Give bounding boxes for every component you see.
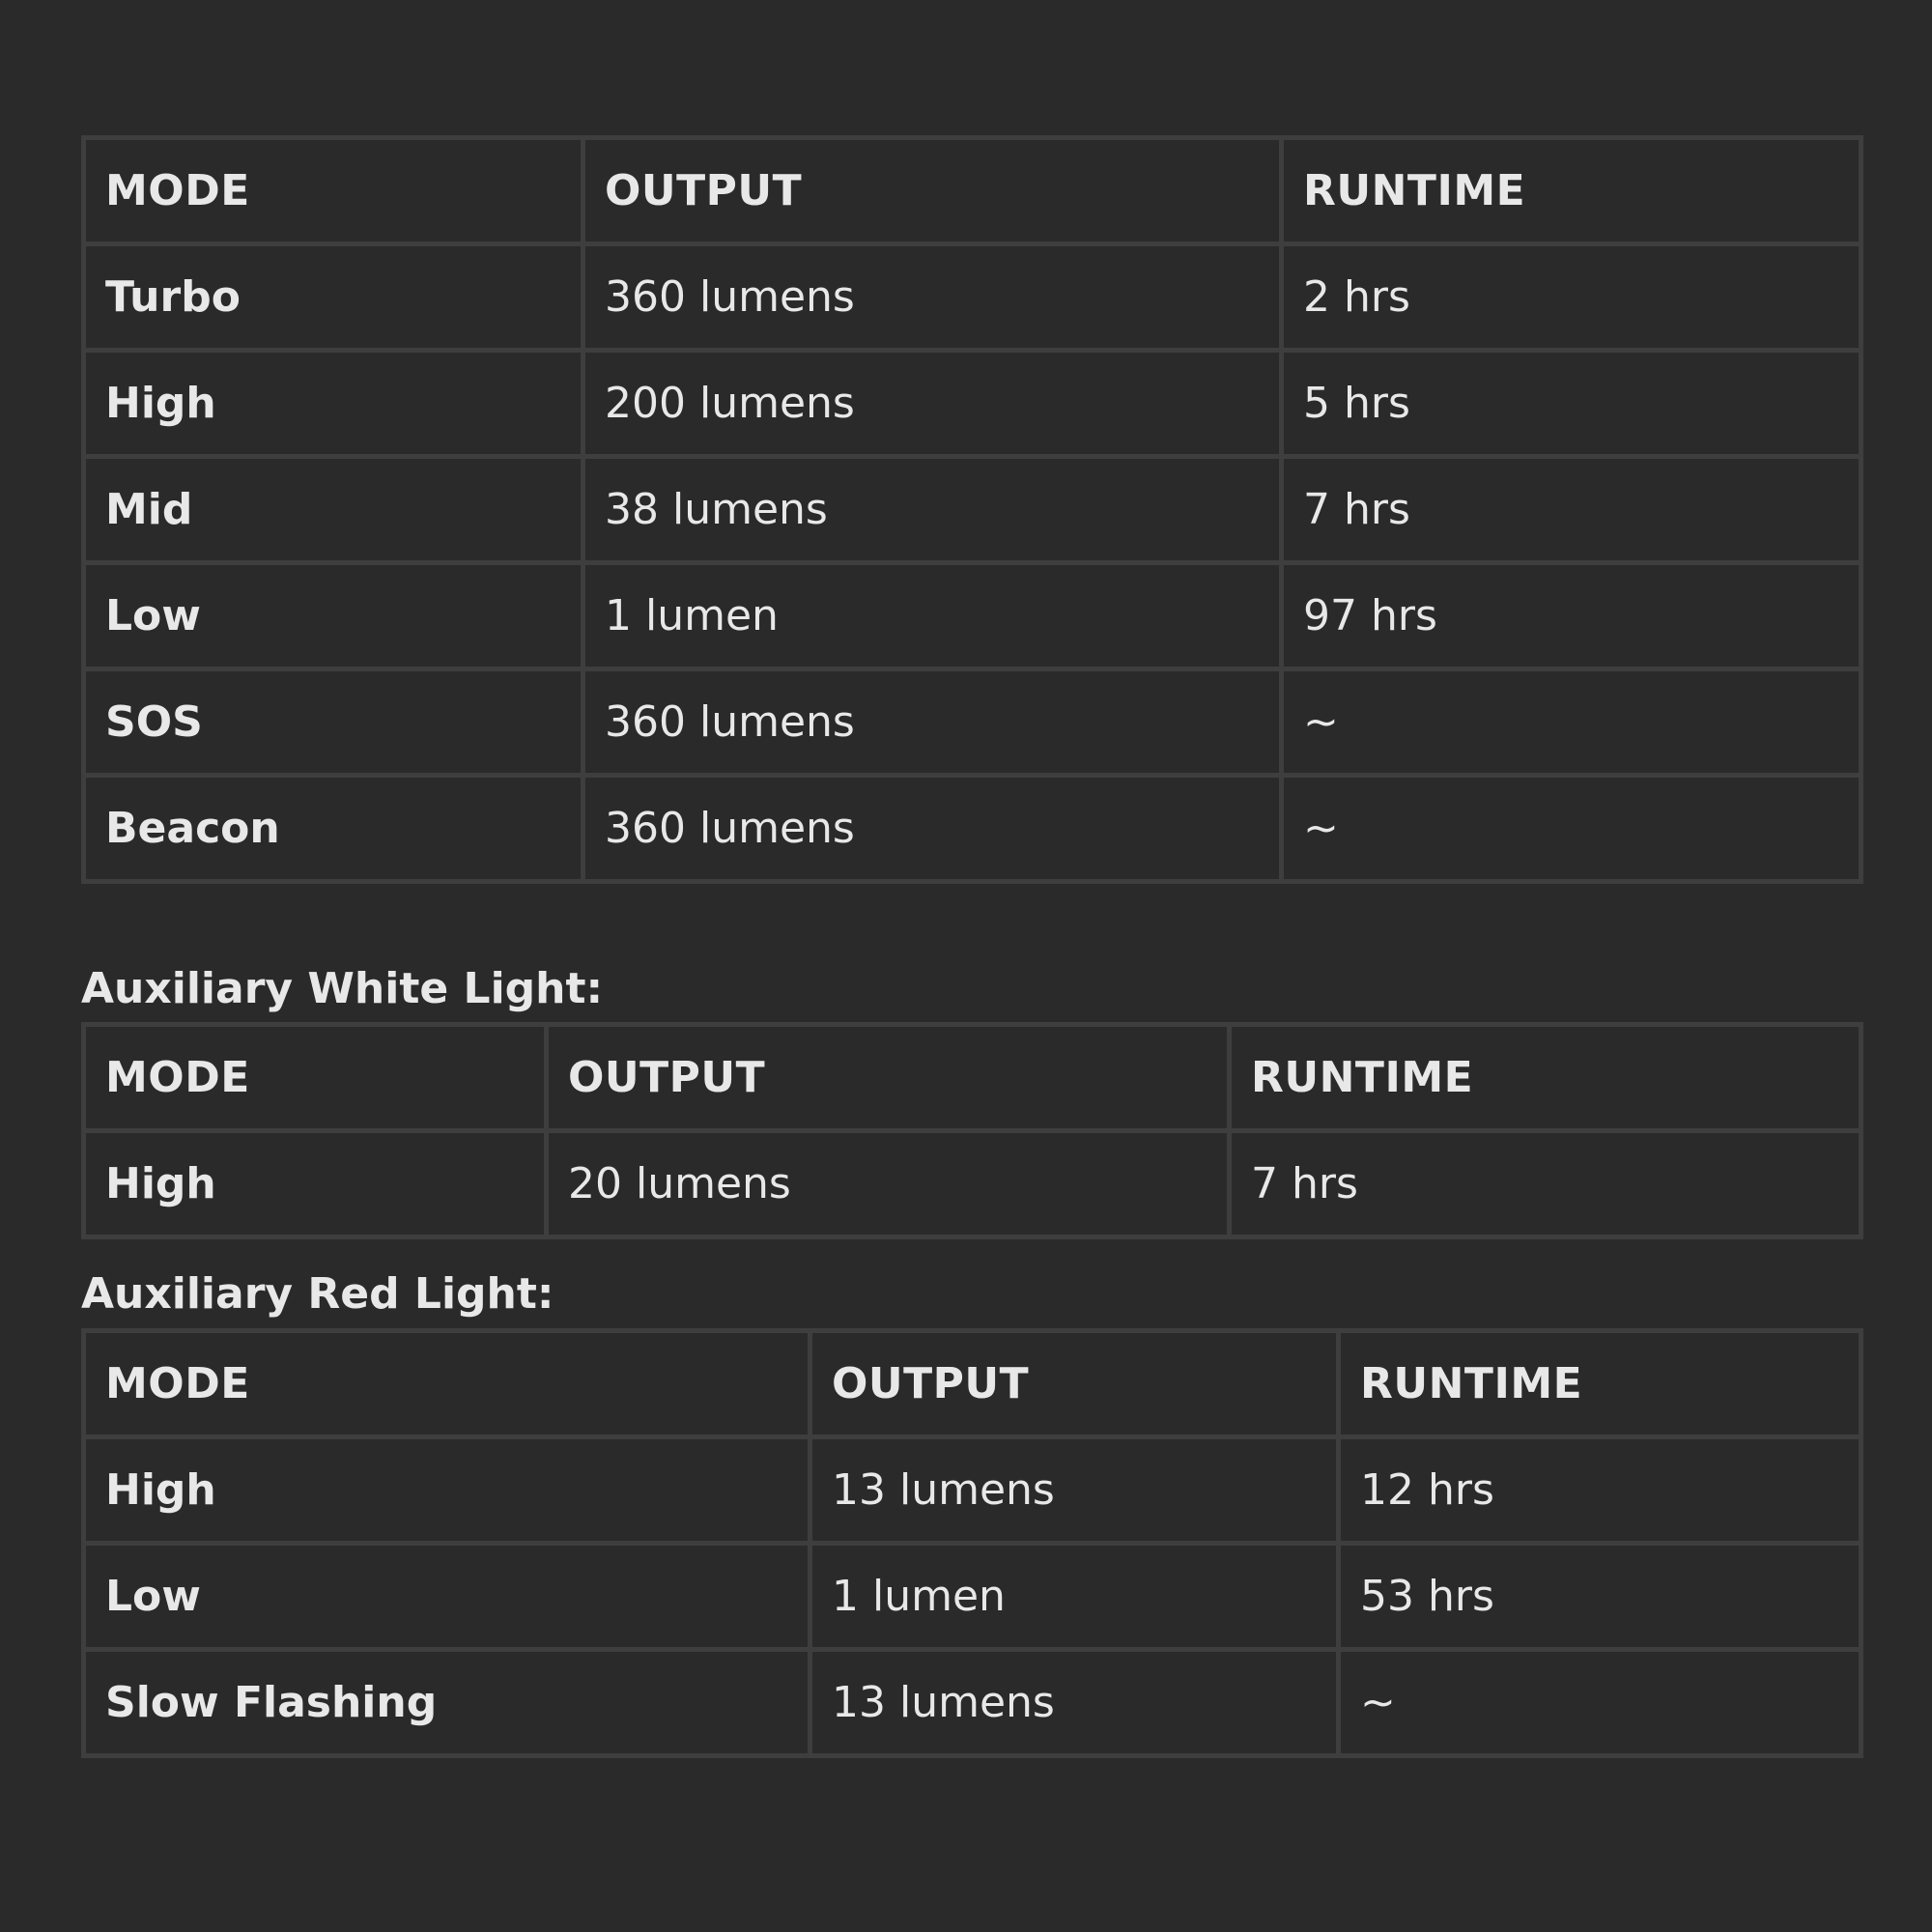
table-row (84, 1437, 1861, 1544)
header-output: OUTPUT (547, 1025, 1230, 1131)
output-cell: 360 lumens (583, 244, 1282, 351)
table-row (84, 1650, 1861, 1756)
runtime-cell: 2 hrs (1282, 244, 1861, 351)
runtime-cell: 7 hrs (1282, 457, 1861, 563)
mode-cell: Beacon (84, 776, 583, 882)
table-row (84, 563, 1861, 669)
header-runtime: RUNTIME (1339, 1331, 1861, 1437)
header-output: OUTPUT (583, 138, 1282, 244)
auxiliary-white-light-table (81, 1022, 1863, 1239)
mode-cell: SOS (84, 669, 583, 776)
output-cell: 38 lumens (583, 457, 1282, 563)
mode-cell: High (84, 1131, 547, 1237)
output-cell: 13 lumens (810, 1437, 1339, 1544)
table-header-row (84, 1025, 1861, 1131)
output-cell: 360 lumens (583, 669, 1282, 776)
table-row (84, 669, 1861, 776)
table-header-row (84, 1331, 1861, 1437)
mode-cell: Mid (84, 457, 583, 563)
runtime-cell: ~ (1282, 669, 1861, 776)
header-runtime: RUNTIME (1282, 138, 1861, 244)
mode-cell: Low (84, 1544, 810, 1650)
main-light-table (81, 135, 1863, 884)
table-row (84, 776, 1861, 882)
runtime-cell: 97 hrs (1282, 563, 1861, 669)
table-row (84, 457, 1861, 563)
output-cell: 1 lumen (583, 563, 1282, 669)
mode-cell: High (84, 351, 583, 457)
mode-cell: High (84, 1437, 810, 1544)
table-row (84, 351, 1861, 457)
runtime-cell: 5 hrs (1282, 351, 1861, 457)
output-cell: 360 lumens (583, 776, 1282, 882)
auxiliary-red-light-heading: Auxiliary Red Light: (81, 1269, 554, 1319)
header-mode: MODE (84, 138, 583, 244)
output-cell: 200 lumens (583, 351, 1282, 457)
output-cell: 20 lumens (547, 1131, 1230, 1237)
auxiliary-red-light-table (81, 1328, 1863, 1758)
header-mode: MODE (84, 1331, 810, 1437)
runtime-cell: 12 hrs (1339, 1437, 1861, 1544)
table-row (84, 1131, 1861, 1237)
output-cell: 13 lumens (810, 1650, 1339, 1756)
mode-cell: Low (84, 563, 583, 669)
table-header-row (84, 138, 1861, 244)
mode-cell: Slow Flashing (84, 1650, 810, 1756)
output-cell: 1 lumen (810, 1544, 1339, 1650)
table-row (84, 1544, 1861, 1650)
auxiliary-white-light-heading: Auxiliary White Light: (81, 964, 604, 1013)
table-row (84, 244, 1861, 351)
header-runtime: RUNTIME (1230, 1025, 1861, 1131)
runtime-cell: 53 hrs (1339, 1544, 1861, 1650)
header-mode: MODE (84, 1025, 547, 1131)
header-output: OUTPUT (810, 1331, 1339, 1437)
runtime-cell: 7 hrs (1230, 1131, 1861, 1237)
runtime-cell: ~ (1282, 776, 1861, 882)
runtime-cell: ~ (1339, 1650, 1861, 1756)
mode-cell: Turbo (84, 244, 583, 351)
